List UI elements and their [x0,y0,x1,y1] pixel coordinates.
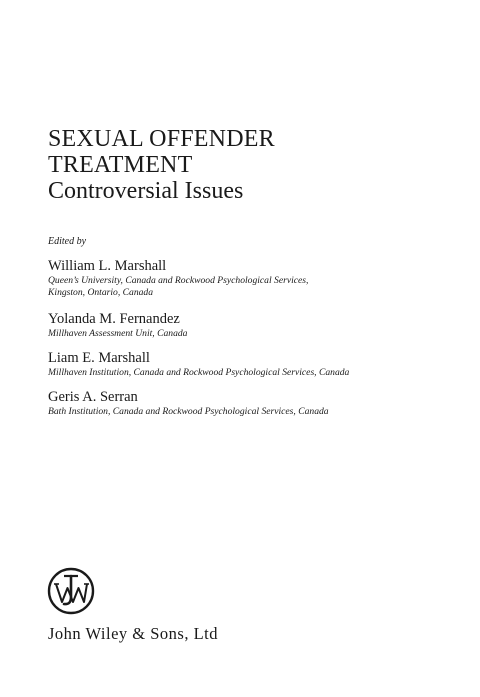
editor-1 [48,258,468,299]
editor-name: Geris A. Serran [48,389,138,405]
editor-affiliation: Kingston, Ontario, Canada [48,287,154,298]
wiley-logo-icon [47,567,95,615]
editor-name: Liam E. Marshall [48,350,150,366]
publisher-name: John Wiley & Sons, Ltd [48,624,218,643]
editor-affiliation: Millhaven Institution, Canada and Rockwood Psychological Services, Canada [48,367,350,378]
editor-name: William L. Marshall [48,258,167,274]
editor-2 [48,311,468,340]
book-title [48,126,448,205]
book-subtitle: Controversial Issues [48,178,244,204]
edited-by-label: Edited by [48,236,87,247]
title-line-2: TREATMENT [48,152,193,178]
editor-3 [48,350,468,379]
wiley-monogram-icon [47,567,95,615]
editor-affiliation: Bath Institution, Canada and Rockwood Psychological Services, Canada [48,406,329,417]
editor-affiliation: Millhaven Assessment Unit, Canada [48,328,188,339]
editor-affiliation: Queen’s University, Canada and Rockwood Psychological Services, [48,275,309,286]
editor-4 [48,389,468,418]
editor-name: Yolanda M. Fernandez [48,311,180,327]
title-line-1: SEXUAL OFFENDER [48,126,275,152]
